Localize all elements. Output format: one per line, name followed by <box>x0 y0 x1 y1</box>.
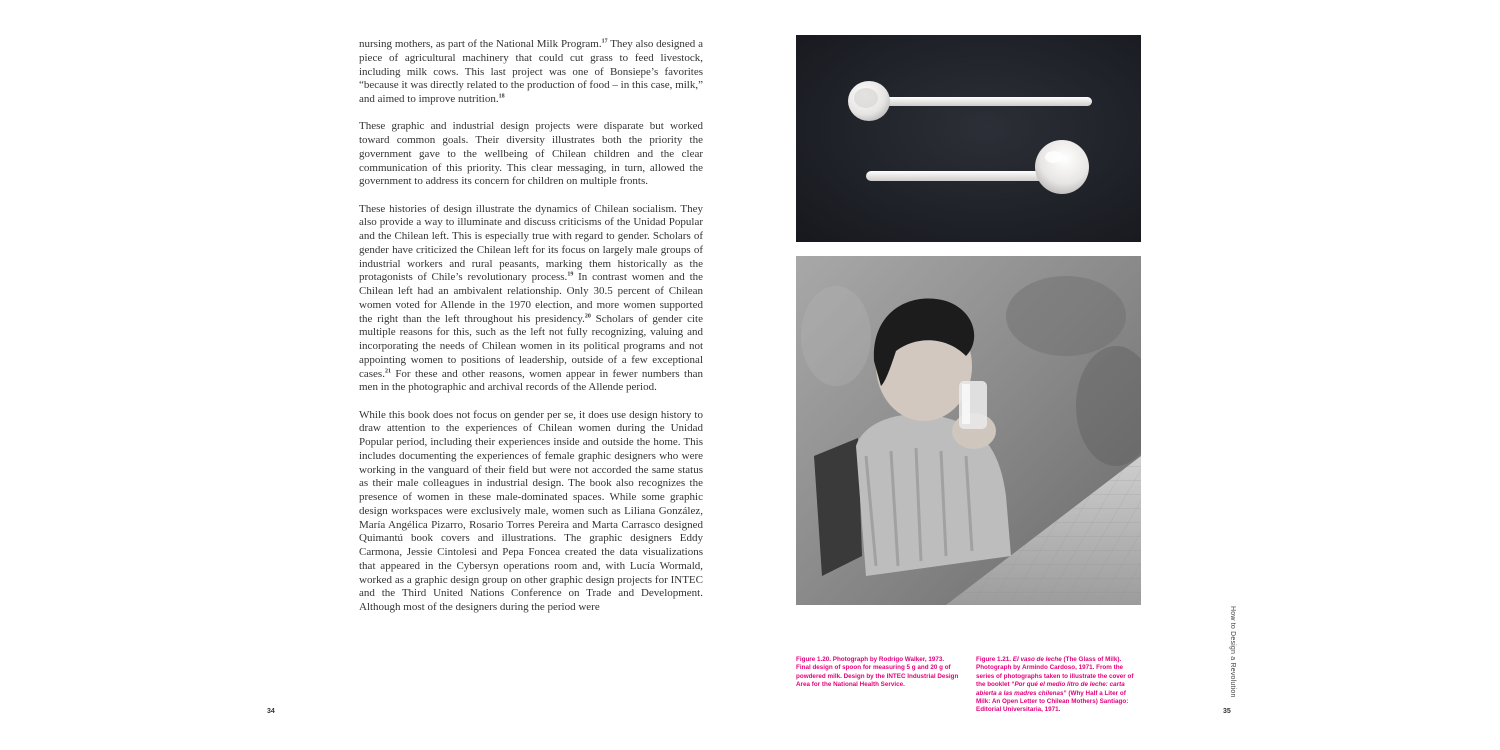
paragraph-3-text-b: In contrast women and the Chilean left had an ambivalent relationship. Only 30.5 percent of Chilean women voted for Allende in the 1970 election, and more women supported the right than the left throughout his presidency. <box>359 271 704 325</box>
paragraph-2: These graphic and industrial design projects were disparate but worked toward common goals. Their diversity illustrates both the priority the government gave to the wellbeing of Chilean children and the clear communication of this priority. This clear messaging, in turn, allowed the government to address its concern for children on multiple fronts. <box>359 120 703 188</box>
large-spoon-bowl <box>1035 140 1089 194</box>
paragraph-1-text-b: They also designed a piece of agricultural machinery that could cut grass to feed livestock, including milk cows. This last project was one of Bonsiepe’s favorites “because it was directly related to the production of food – in this case, milk,” and aimed to improve nutrition. <box>359 38 703 105</box>
figure-1-21-caption <box>976 656 1138 715</box>
paragraph-4: While this book does not focus on gender per se, it does use design history to draw attention to the experiences of Chilean women during the Unidad Popular period, including their experiences inside and outside the home. This includes documenting the experiences of female graphic designers who were working in the vanguard of their field but were not accorded the same status as their male colleagues in industrial design. The book also recognizes the presence of women in these male-dominated spaces. While some graphic design workspaces were exclusively male, women such as Liliana González, María Angélica Pizarro, Rosario Torres Pereira and Marta Carrasco designed Quimantú book covers and illustrations. The graphic designers Eddy Carmona, Jessie Cintolesi and Pepa Foncea created the data visualizations that appeared in the Cybersyn operations room and, with Lucía Wormald, worked as a graphic design group on other graphic design projects for INTEC and the Third United Nations Conference on Trade and Development. Although most of the designers during the period were <box>359 408 703 613</box>
paragraph-3-text-c: Scholars of gender cite multiple reasons for this, such as the left not fully recognizing, valuing and incorporating the needs of Chilean women in its political programs and not appointing women to positions of leadership, outside of a few exceptional cases. <box>359 312 704 380</box>
caption-21-title: El vaso de leche <box>1012 656 1062 663</box>
right-page-number: 35 <box>1223 708 1231 715</box>
child-illustration <box>796 256 1141 605</box>
small-spoon-handle <box>856 97 1092 106</box>
figure-1-21-child-drinking-milk-photo <box>796 256 1141 605</box>
footnote-ref-19[interactable]: 19 <box>567 271 574 278</box>
caption-21-lead: Figure 1.21. <box>976 656 1013 663</box>
paragraph-3 <box>359 203 703 396</box>
footnote-ref-17[interactable]: 17 <box>601 38 608 45</box>
figure-1-20-caption: Figure 1.20. Photograph by Rodrigo Walker, 1973. Final design of spoon for measuring 5 g and 20 g of powdered milk. Design by the INTEC Industrial Design Area for the National Health Service. <box>796 656 959 689</box>
left-page-body-text <box>359 38 703 628</box>
spoons-illustration <box>796 35 1141 242</box>
caption-21-text-b: ” (Why Half a Liter of Milk: An Open Letter to Chilean Mothers) Santiago: Editorial Universitaria, 1971. <box>976 689 1129 714</box>
paragraph-3-text-a: These histories of design illustrate the dynamics of Chilean socialism. They also provide a way to illuminate and discuss criticisms of the Unidad Popular and the Chilean left. This is especially true with regard to gender. Scholars of gender have criticized the Chilean left for its focus on largely male groups of industrial workers and rural peasants, marking them historically as the protagonists of Chile’s revolutionary process. <box>359 202 703 284</box>
running-head: How to Design a Revolution <box>1229 606 1236 698</box>
footnote-ref-20[interactable]: 20 <box>584 312 591 319</box>
chair <box>814 438 862 576</box>
footnote-ref-21[interactable]: 21 <box>384 367 391 374</box>
footnote-ref-18[interactable]: 18 <box>498 93 505 100</box>
left-page-number: 34 <box>267 708 275 715</box>
caption-21-booklet-title: Por qué el medio litro de leche: carta abierta a las madres chilenas <box>976 681 1125 697</box>
caption-21-text-a: (The Glass of Milk). Photograph by Armindo Cardoso, 1971. From the series of photographs taken to illustrate the cover of the booklet “ <box>976 656 1134 689</box>
paragraph-1 <box>359 38 703 107</box>
paragraph-1-text-a: nursing mothers, as part of the National Milk Program. <box>359 38 602 50</box>
figure-1-20-spoons-photo <box>796 35 1141 242</box>
paragraph-3-text-d: For these and other reasons, women appear in fewer numbers than men in the photographic and archival records of the Allende period. <box>359 367 703 394</box>
